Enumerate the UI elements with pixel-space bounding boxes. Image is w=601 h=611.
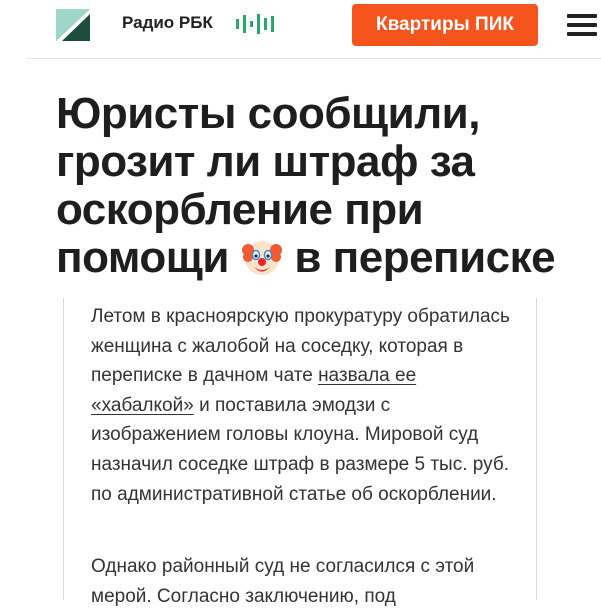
rbc-logo-icon[interactable] — [56, 9, 90, 41]
article-title — [56, 90, 596, 282]
header-divider — [26, 58, 601, 59]
clown-face-icon — [241, 236, 283, 278]
site-header — [0, 0, 601, 58]
article-border-right — [536, 298, 537, 600]
title-text-start: Юристы сообщили, грозит ли штраф за оскорбление при помощи — [56, 89, 480, 282]
article-paragraph — [91, 302, 511, 509]
title-text-end: в переписке — [294, 233, 556, 282]
paragraph-text: и поставила эмодзи с изображением головы клоуна. Мировой суд назначил соседке штраф в размере 5 тыс. руб. по административной статье об оскорблении. — [91, 394, 509, 505]
radio-rbc-link[interactable]: Радио РБК — [122, 13, 213, 32]
article-paragraph: Однако районный суд не согласился с этой мерой. Согласно заключению, под — [91, 556, 475, 607]
article-inline-link[interactable]: назвала ее «хабалкой» — [91, 365, 417, 416]
menu-icon[interactable] — [567, 14, 597, 36]
pik-apartments-button[interactable]: Квартиры ПИК — [352, 4, 538, 46]
paragraph-text: Летом в красноярскую прокуратуру обратилась женщина с жалобой на соседку, которая в переписке в дачном чате — [91, 306, 510, 387]
article-border-left — [63, 298, 64, 600]
radio-waveform-icon[interactable] — [234, 12, 278, 36]
